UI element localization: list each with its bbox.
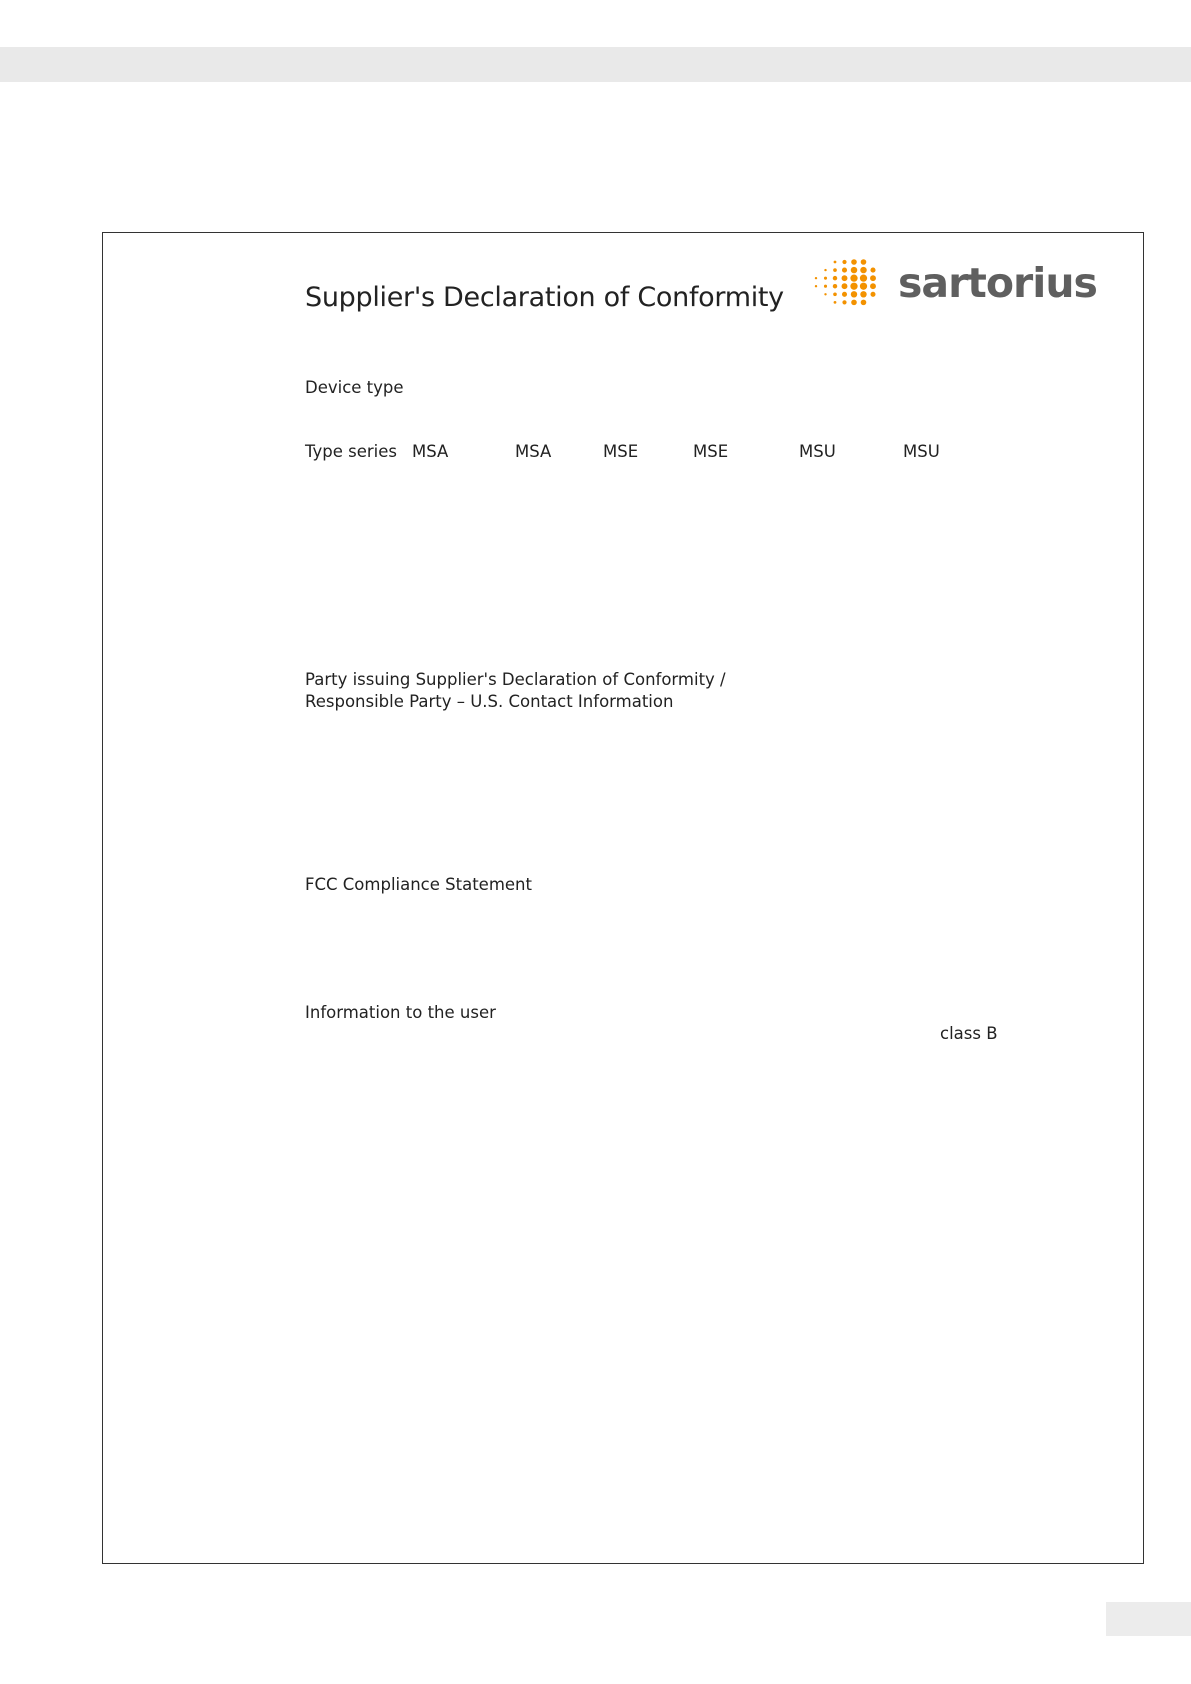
logo-dot bbox=[842, 292, 847, 297]
type-series-item: MSE bbox=[603, 442, 639, 461]
logo-dot bbox=[860, 275, 867, 282]
logo-dot bbox=[824, 269, 826, 271]
logo-dot bbox=[860, 283, 867, 290]
logo-dot bbox=[815, 285, 817, 287]
logo-dot bbox=[833, 276, 837, 280]
logo-dot bbox=[842, 300, 846, 304]
page-title: Supplier's Declaration of Conformity bbox=[305, 282, 784, 313]
sartorius-logo bbox=[812, 258, 1097, 308]
logo-dot bbox=[824, 285, 827, 288]
logo-dot bbox=[815, 277, 817, 279]
type-series-item: MSU bbox=[903, 442, 940, 461]
logo-dot bbox=[860, 291, 866, 297]
logo-dot bbox=[860, 267, 866, 273]
page-number-tab bbox=[1106, 1602, 1191, 1636]
logo-dot bbox=[842, 275, 848, 281]
logo-dot bbox=[824, 293, 826, 295]
logo-dot bbox=[850, 275, 857, 282]
logo-dot bbox=[842, 260, 846, 264]
information-to-user-heading: Information to the user bbox=[305, 1003, 496, 1022]
logo-dot bbox=[851, 259, 857, 265]
logo-dot bbox=[834, 261, 837, 264]
logo-dot bbox=[834, 301, 837, 304]
responsible-party-heading bbox=[305, 669, 745, 713]
type-series-item: MSU bbox=[799, 442, 836, 461]
logo-wordmark: sartorius bbox=[898, 259, 1097, 307]
logo-dot bbox=[870, 283, 876, 289]
type-series-item: MSE bbox=[693, 442, 729, 461]
type-series-label: Type series bbox=[305, 442, 398, 461]
device-type-label: Device type bbox=[305, 378, 404, 397]
top-header-band bbox=[0, 47, 1191, 82]
type-series-item: MSA bbox=[412, 442, 449, 461]
responsible-party-heading-line2: Responsible Party – U.S. Contact Information bbox=[305, 692, 674, 711]
logo-dot bbox=[833, 268, 837, 272]
logo-dot bbox=[861, 300, 867, 306]
logo-dot bbox=[850, 283, 857, 290]
type-series-item: MSA bbox=[515, 442, 552, 461]
logo-dot bbox=[851, 300, 857, 306]
logo-dot bbox=[851, 291, 857, 297]
logo-dot bbox=[861, 259, 867, 265]
fcc-compliance-heading: FCC Compliance Statement bbox=[305, 875, 532, 894]
logo-dot bbox=[842, 268, 847, 273]
sartorius-dot-grid-icon bbox=[812, 258, 882, 308]
logo-dot bbox=[824, 277, 827, 280]
declaration-frame bbox=[102, 232, 1144, 1564]
responsible-party-heading-line1: Party issuing Supplier's Declaration of Conformity / bbox=[305, 670, 726, 689]
logo-dot bbox=[870, 268, 875, 273]
class-b-label: class B bbox=[940, 1024, 998, 1043]
logo-dot bbox=[870, 275, 876, 281]
logo-dot bbox=[833, 284, 837, 288]
logo-dot bbox=[870, 292, 875, 297]
logo-dot bbox=[851, 267, 857, 273]
logo-dot bbox=[833, 292, 837, 296]
logo-dot bbox=[842, 283, 848, 289]
